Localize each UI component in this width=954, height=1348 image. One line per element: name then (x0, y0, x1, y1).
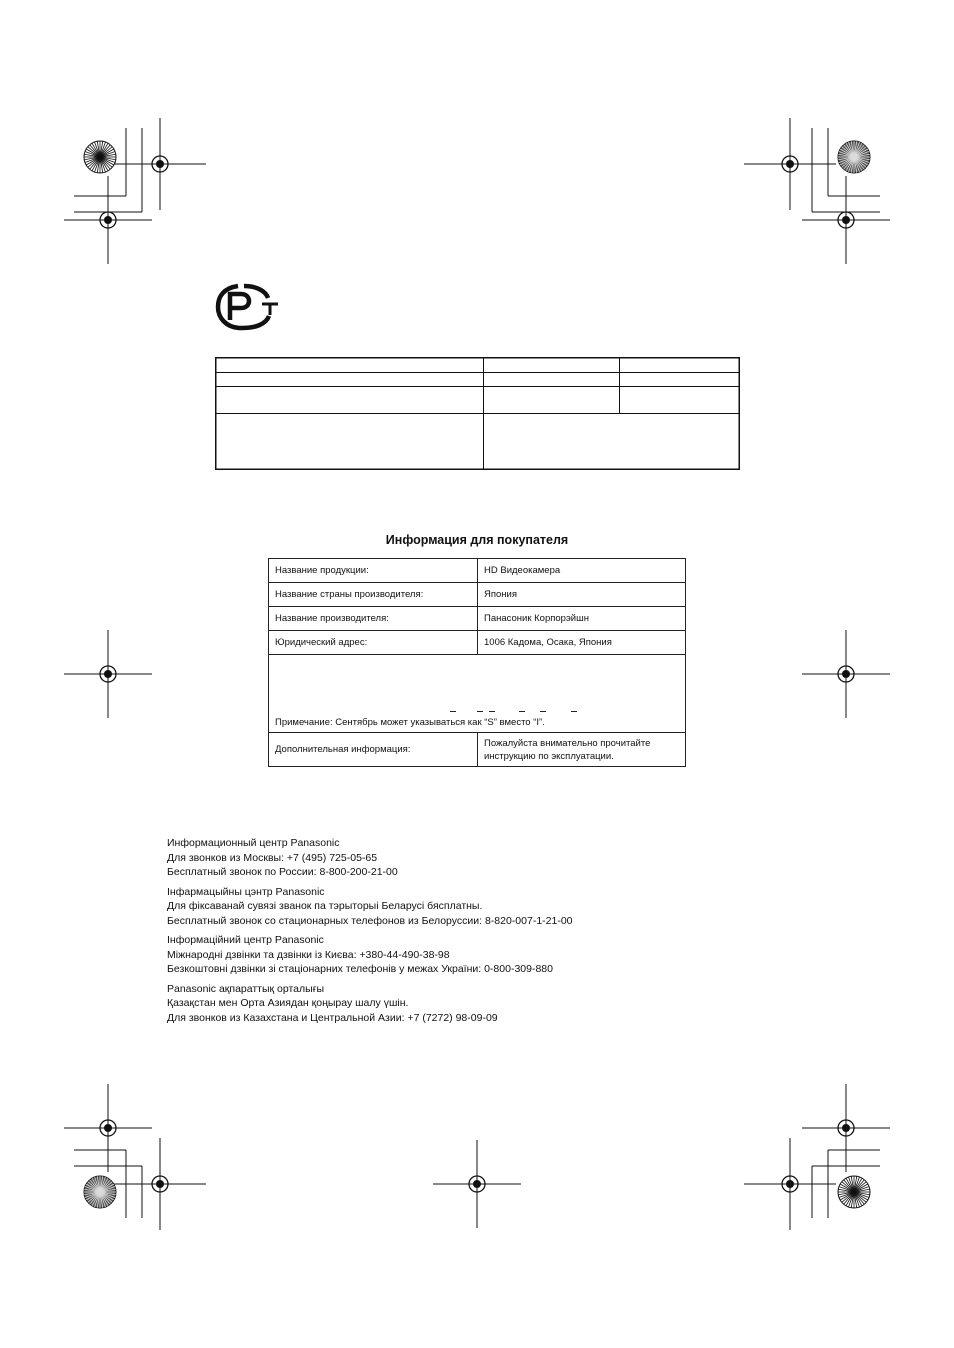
contact-centers (167, 836, 573, 1030)
note-cell (269, 655, 686, 733)
contact-group-belarus (167, 885, 573, 929)
registration-dot (842, 1124, 850, 1132)
manufacturer-label: Название производителя: (269, 607, 478, 631)
contact-line: Для фіксаванай сувязі званок па тэрыторыі Беларусі бясплатны. (167, 900, 483, 912)
registration-dot (786, 160, 794, 168)
table-row (269, 559, 686, 583)
date-mark (477, 711, 483, 712)
registration-dot (842, 216, 850, 224)
contact-line: Для звонков из Казахстана и Центральной Азии: +7 (7272) 98-09-09 (167, 1011, 498, 1024)
customer-info-title: Информация для покупателя (385, 533, 569, 547)
contact-group-ukraine (167, 933, 573, 977)
registration-dot (104, 216, 112, 224)
registration-dot (156, 1180, 164, 1188)
table-row (269, 655, 686, 733)
empty-table (215, 357, 740, 470)
table-row (269, 607, 686, 631)
contact-group-russia (167, 836, 573, 880)
contact-line: Информационный центр Panasonic (167, 837, 340, 849)
registration-dot (104, 670, 112, 678)
date-mark (489, 711, 495, 712)
address-value: 1006 Кадома, Осака, Япония (478, 631, 686, 655)
starburst (838, 1176, 870, 1208)
rst-gost-icon (214, 282, 280, 332)
product-name-value: HD Видеокамера (478, 559, 686, 583)
registration-dot (156, 160, 164, 168)
contact-line: Інформаційний центр Panasonic (167, 934, 324, 946)
date-mark (571, 711, 577, 712)
starburst-dark (84, 1176, 116, 1208)
contact-line: Інфармацыйны цэнтр Panasonic (167, 885, 325, 898)
contact-line: Бесплатный звонок со стационарных телефонов из Белоруссии: 8-820-007-1-21-00 (167, 914, 573, 927)
contact-line: Міжнародні дзвінки та дзвінки із Києва: +380-44-490-38-98 (167, 948, 450, 961)
product-name-label: Название продукции: (269, 559, 478, 583)
date-mark (540, 711, 546, 712)
contact-line: Қазақстан мен Орта Азиядан қоңырау шалу үшін. (167, 997, 409, 1009)
table-row (269, 631, 686, 655)
additional-info-line: инструкцию по эксплуатации. (484, 750, 614, 762)
table-row (269, 583, 686, 607)
additional-info-value (478, 733, 686, 767)
manufacturer-value: Панасоник Корпорэйшн (478, 607, 686, 631)
registration-dot (786, 1180, 794, 1188)
contact-line: Бесплатный звонок по России: 8-800-200-21-00 (167, 866, 398, 878)
date-mark (450, 711, 456, 712)
starburst-dark (838, 141, 870, 173)
registration-dot (104, 1124, 112, 1132)
contact-line: Безкоштовні дзвінки зі стаціонарних телефонів у межах України: 0-800-309-880 (167, 963, 553, 975)
country-value: Япония (478, 583, 686, 607)
additional-info-label: Дополнительная информация: (269, 733, 478, 767)
contact-line: Для звонков из Москвы: +7 (495) 725-05-65 (167, 851, 378, 864)
date-mark (519, 711, 525, 712)
table-row (269, 733, 686, 767)
note-text: Примечание: Сентябрь может указываться как “S” вместо “I”. (275, 717, 545, 728)
additional-info-line: Пожалуйста внимательно прочитайте (484, 737, 651, 749)
starburst (84, 141, 116, 173)
customer-info-table (268, 558, 686, 767)
registration-dot (842, 670, 850, 678)
contact-line: Panasonic ақпараттық орталығы (167, 982, 325, 995)
contact-group-kazakhstan (167, 982, 573, 1026)
registration-dot (473, 1180, 481, 1188)
country-label: Название страны производителя: (269, 583, 478, 607)
address-label: Юридический адрес: (269, 631, 478, 655)
